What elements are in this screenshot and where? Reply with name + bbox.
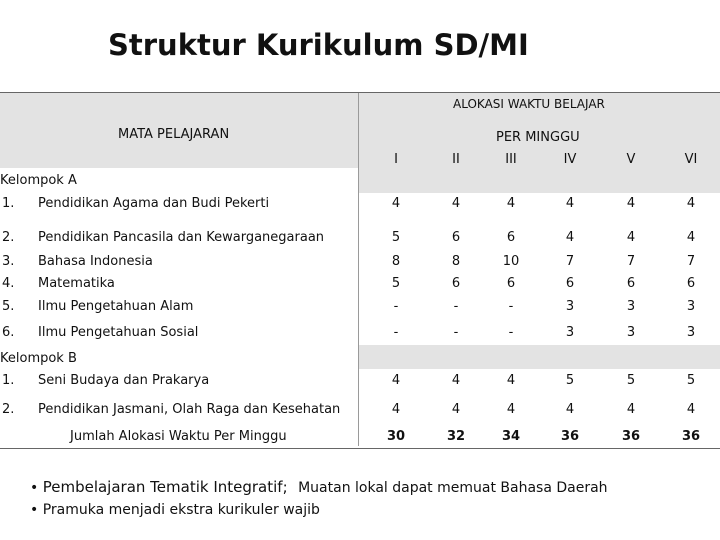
row-number: 1. <box>2 196 15 211</box>
subject-name: Ilmu Pengetahuan Sosial <box>38 325 199 340</box>
value-cell: 6 <box>686 276 696 291</box>
value-cell: 3 <box>626 325 636 340</box>
value-cell: 4 <box>506 196 516 211</box>
grade-iii-header: III <box>505 152 517 167</box>
value-cell: 4 <box>565 402 575 417</box>
value-cell: 7 <box>626 254 636 269</box>
value-cell: - <box>453 299 459 314</box>
allocation-heading: ALOKASI WAKTU BELAJAR <box>453 97 605 111</box>
subject-name: Bahasa Indonesia <box>38 254 153 269</box>
value-cell: 7 <box>565 254 575 269</box>
value-cell: 5 <box>391 230 401 245</box>
table-row <box>0 373 720 399</box>
total-row <box>0 429 720 455</box>
value-cell: 8 <box>391 254 401 269</box>
bullet-icon: • <box>30 502 39 518</box>
grade-ii-header: II <box>452 152 460 167</box>
total-value: 34 <box>501 429 521 444</box>
total-label: Jumlah Alokasi Waktu Per Minggu <box>70 429 287 444</box>
grade-iv-header: IV <box>563 152 577 167</box>
note-thematic: Pembelajaran Tematik Integratif; <box>42 478 288 496</box>
value-cell: 4 <box>451 402 461 417</box>
value-cell: 4 <box>626 402 636 417</box>
total-value: 36 <box>560 429 580 444</box>
value-cell: 4 <box>686 196 696 211</box>
bullet-icon: • <box>30 480 39 496</box>
value-cell: 4 <box>391 373 401 388</box>
value-cell: 4 <box>506 402 516 417</box>
subject-name: Seni Budaya dan Prakarya <box>38 373 210 388</box>
subject-name: Pendidikan Pancasila dan Kewarganegaraan <box>38 230 325 245</box>
subject-name: Pendidikan Jasmani, Olah Raga dan Kesehatan <box>38 402 341 417</box>
value-cell: 5 <box>626 373 636 388</box>
value-cell: 6 <box>451 276 461 291</box>
per-week-heading: PER MINGGU <box>496 130 580 145</box>
total-value: 32 <box>446 429 466 444</box>
value-cell: 5 <box>391 276 401 291</box>
grade-v-header: V <box>626 152 636 167</box>
subject-name: Ilmu Pengetahuan Alam <box>38 299 194 314</box>
value-cell: - <box>508 325 514 340</box>
total-value: 36 <box>621 429 641 444</box>
value-cell: 6 <box>506 230 516 245</box>
value-cell: 6 <box>626 276 636 291</box>
value-cell: 4 <box>451 196 461 211</box>
subject-name: Matematika <box>38 276 115 291</box>
row-number: 3. <box>2 254 15 269</box>
value-cell: 4 <box>391 402 401 417</box>
value-cell: 4 <box>686 230 696 245</box>
row-number: 5. <box>2 299 15 314</box>
value-cell: 4 <box>451 373 461 388</box>
table-row <box>0 299 720 325</box>
notes-list <box>30 476 608 521</box>
value-cell: 3 <box>686 299 696 314</box>
table-row <box>0 325 720 351</box>
group-a-label: Kelompok A <box>0 173 77 188</box>
value-cell: 5 <box>686 373 696 388</box>
note-pramuka: Pramuka menjadi ekstra kurikuler wajib <box>42 502 320 518</box>
value-cell: 4 <box>565 230 575 245</box>
value-cell: 6 <box>506 276 516 291</box>
value-cell: - <box>508 299 514 314</box>
value-cell: 4 <box>391 196 401 211</box>
value-cell: 6 <box>451 230 461 245</box>
note-item <box>30 476 608 499</box>
value-cell: 5 <box>565 373 575 388</box>
row-number: 2. <box>2 402 15 417</box>
value-cell: 6 <box>565 276 575 291</box>
value-cell: 3 <box>565 299 575 314</box>
value-cell: 4 <box>626 196 636 211</box>
grade-vi-header: VI <box>684 152 698 167</box>
value-cell: 10 <box>502 254 520 269</box>
value-cell: 4 <box>626 230 636 245</box>
note-item <box>30 499 608 521</box>
table-row <box>0 402 720 428</box>
value-cell: - <box>453 325 459 340</box>
row-number: 1. <box>2 373 15 388</box>
value-cell: 4 <box>506 373 516 388</box>
grade-i-header: I <box>394 152 398 167</box>
value-cell: - <box>393 299 399 314</box>
value-cell: 7 <box>686 254 696 269</box>
row-number: 2. <box>2 230 15 245</box>
total-value: 36 <box>681 429 701 444</box>
value-cell: 3 <box>686 325 696 340</box>
subject-name: Pendidikan Agama dan Budi Pekerti <box>38 196 270 211</box>
value-cell: 3 <box>626 299 636 314</box>
table-row <box>0 196 720 222</box>
row-number: 4. <box>2 276 15 291</box>
note-local-content: Muatan lokal dapat memuat Bahasa Daerah <box>298 480 608 496</box>
value-cell: 8 <box>451 254 461 269</box>
total-value: 30 <box>386 429 406 444</box>
row-number: 6. <box>2 325 15 340</box>
page-title: Struktur Kurikulum SD/MI <box>108 28 529 62</box>
value-cell: 4 <box>686 402 696 417</box>
value-cell: 4 <box>565 196 575 211</box>
group-b-label: Kelompok B <box>0 351 77 366</box>
value-cell: - <box>393 325 399 340</box>
subject-column-heading: MATA PELAJARAN <box>118 127 230 142</box>
value-cell: 3 <box>565 325 575 340</box>
table-row <box>0 230 720 256</box>
